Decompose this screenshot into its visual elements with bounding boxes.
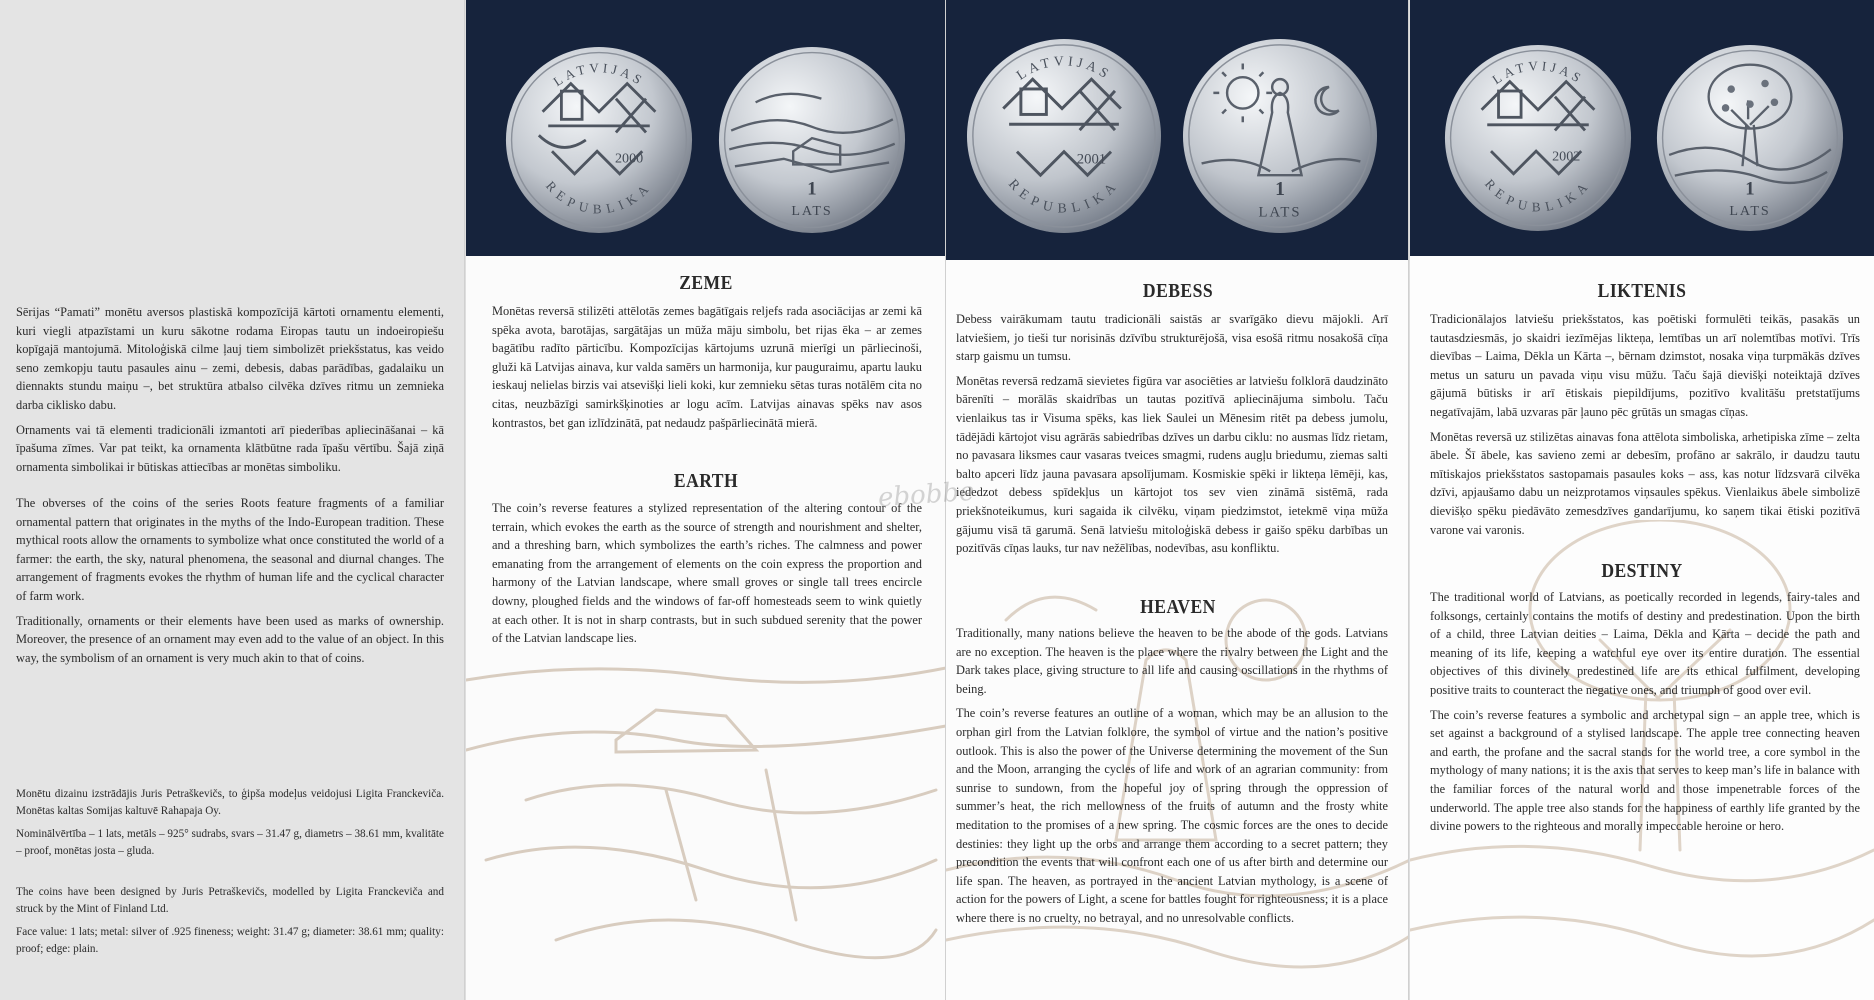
heaven-en-paragraph: The coin’s reverse features an outline of a woman, which may be an allusion to the orphan girl from the Latvian folklore, the symbol of virtue and the nation’s positive outlook. This is also the power of the Universe determining the movement of the Sun and the Moon, arranging the cycles of life and work of an agrarian community: from sunrise to sundown, from the hopeful joy of spring through the oppression of summer’s heat, the rich mellowness of the fruits of autumn and the frosty white meditation to the promises of a new spring. The cosmic forces are the ones to decide destinies: they light up the orbs and arrange them according to a secret pattern; they precondition the events that will confront each one of us after birth and determine our life span. The heaven, as portrayed in the ancient Latvian mythology, is a scene of action for the powers of Light, a scene for battles fought for righteousness; it is a place where there is no cruelty, no betrayal, and no unresolvable conflicts. bbox=[956, 706, 1388, 925]
coin-obverse-2001 bbox=[966, 38, 1162, 234]
earth-en-text: The coin’s reverse features a stylized representation of the altering contour of the terrain, which evokes the earth as the source of strength and nourishment and shelter, and a threshing barn, which symbolizes the earth’s riches. The calmness and power emanating from the arrangement of elements on the coin express the proportion and harmony of the Latvian landscape, where small groves or single tall trees encircle downy, ploughed fields and the windows of far-off homesteads seem to wink quietly at each other. It is not in sharp contrasts, but in such subdued serenity that the power of the Latvian landscape lies. bbox=[492, 501, 922, 646]
intro-english-text bbox=[16, 494, 444, 673]
destiny-en-text bbox=[1430, 588, 1860, 842]
intro-lv-credit: Monētu dizainu izstrādājis Juris Petraškevičs, to ģipša modeļus veidojusi Ligita Franckeviča. Monētas kaltas Somijas kaltuvē Rahapaja Oy. bbox=[16, 788, 444, 817]
heaven-en-text bbox=[956, 624, 1388, 934]
heaven-en-paragraph: Traditionally, many nations believe the heaven to be the abode of the gods. Latvians are no exception. The heaven is the place where the rivalry between the Light and the Dark takes place, giving structure to all life and causing oscillations in the rhythms of being. bbox=[956, 626, 1388, 696]
heaven-lv-paragraph: Debess vairākumam tautu tradicionāli saistās ar svarīgāko dievu mājokli. Arī latviešiem, jo tieši tur norisinās dzīvību strukturējošā, visa esošā ritmu nosakošā cīņa starp gaismu un tumsu. bbox=[956, 312, 1388, 364]
destiny-panel bbox=[1410, 0, 1874, 1000]
coin-year: 2000 bbox=[614, 150, 644, 167]
intro-lv-paragraph: Sērijas “Pamati” monētu aversos plastiskā kompozīcijā kārtoti ornamentu elementi, kuri viegli atpazīstami un kuru sākotne rodama Eiropas tautu un indoeiropiešu kopīgajā mantojumā. Mitoloģiskā cilme ļauj tiem simbolizēt priekšstatus, kas veido seno zemkopju tautu pasaules ainu – zemi, debesis, dabas parādības, gadalaiku un diennakts stundu maiņu –, bet struktūra atbalso cilvēka dzīves ritmu un zemnieka darba ciklisko dabu. bbox=[16, 305, 444, 412]
destiny-en-paragraph: The coin’s reverse features a symbolic and archetypal sign – an apple tree, which is set against a background of a stylised landscape. The apple tree connecting heaven and earth, the profane and the sacral stands for the world tree, a core symbol in the mythology of many nations; it is the axis that serves to keep man’s life in balance with the familiar forces of the natural world and those impenetrable forces of the underworld. The apple tree also stands for the happiness of earthly life granted by the divine powers to the righteous and morally impeccable heroine or hero. bbox=[1430, 707, 1860, 834]
intro-lv-credit: Nominālvērtība – 1 lats, metāls – 925° sudrabs, svars – 31.47 g, diametrs – 38.61 mm, kvalitāte – proof, monētas josta – gluda. bbox=[16, 828, 444, 857]
earth-lv-text: Monētas reversā stilizēti attēlotās zemes bagātīgais reljefs rada asociācijas ar zemi kā spēka avota, barotājas, sargātājas un mūža māju simbolu, bet rijas ēka – ar zemes bagātību radīto pārticību. Kompozīcijas kārtojums uzrunā mierīgi un pārliecinoši, gluži kā Latvijas ainava, kur valda samērs un harmonija, kur pauguraimu, apartu lauku ieskauj nelielas birzis vai atsevišķi lieli koki, kur zemnieku sētas turas notālēm cita no citas, neuzbāzīgi samirkšķinoties ar logu acīm. Latvijas ainavas spēks nav asos kontrastos, bet gan izlīdzinātā, pat nedaudz pašpārliecinātā mierā. bbox=[492, 304, 922, 430]
earth-en-heading: EARTH bbox=[673, 470, 739, 492]
intro-latvian-text bbox=[16, 303, 444, 482]
coin-reverse-apple-tree bbox=[1656, 44, 1844, 232]
heaven-lv-heading: DEBESS bbox=[1142, 280, 1214, 302]
heaven-lv-text bbox=[956, 310, 1388, 564]
intro-en-paragraph: Traditionally, ornaments or their elements have been used as marks of ownership. Moreover, the presence of an ornament may even add to the value of an object. In this way, the symbolism of an ornament is very much akin to that of coins. bbox=[16, 613, 444, 665]
coin-obverse-2000 bbox=[505, 46, 693, 234]
coin-ring-bottom-text: REPUBLIKA bbox=[542, 178, 656, 217]
watermark-text: ebobbe bbox=[877, 476, 976, 514]
coin-unit: LATS bbox=[1729, 203, 1771, 220]
coin-reverse-earth bbox=[718, 46, 906, 234]
intro-lv-paragraph: Ornaments vai tā elementi tradicionāli izmantoti arī piederības apliecināšanai – kā īpašuma zīmes. Var pat teikt, ka ornamenta klātbūtne rada īpašu vērtību. Šajā ziņā ornamenta simbolikai ir būtiskas attiecības ar monētas simboliku. bbox=[16, 422, 444, 474]
destiny-lv-paragraph: Monētas reversā uz stilizētas ainavas fona attēlota simboliska, arhetipiska zīme – zelta ābele. Šī ābele, kas savieno zemi ar debesīm, profāno ar sakrālo, ir daudzu tautu mītiskajos priekšstatos sastopamais pasaules koks – ass, kas notur līdzsvarā cilvēka dzīvi, apjaušamo dabu un neizprotamos viņsaules spēkus. Vienlaikus ābele simbolizē dievišķo spēku piedāvāto zemesdzīves gandarījumu, ko saņem tikai ētiski pozitīvā varone vai varonis. bbox=[1430, 429, 1860, 537]
coin-ring-top-text: LATVIJAS bbox=[550, 60, 648, 90]
heaven-en-heading: HEAVEN bbox=[1140, 596, 1216, 618]
earth-panel bbox=[466, 0, 946, 1000]
coin-reverse-heaven bbox=[1182, 38, 1378, 234]
coin-unit: LATS bbox=[1258, 204, 1302, 221]
coin-ring-top-text: LATVIJAS bbox=[1013, 53, 1115, 83]
intro-english-credits bbox=[16, 884, 444, 964]
coin-obverse-2002 bbox=[1444, 44, 1632, 232]
coin-denomination: 1 bbox=[807, 178, 817, 200]
coin-year: 2002 bbox=[1552, 148, 1581, 165]
destiny-lv-paragraph: Tradicionālajos latviešu priekšstatos, kas poētiski formulēti teikās, pasakās un tautasdziesmās, jo skaidri iezīmējas likteņa, lemtības un arī nolemtības motīvi. Trīs dievības – Laima, Dēkla un Kārta –, bērnam dzimstot, nosaka viņa turpmākās dzīves metus un saturu un pavada viņu visu mūžu. Taču šajā dievišķi noteiktajā dzīves gājumā būtisks ir arī ētiskais piepildījums, pozitīvo kvalitāšu pretstatījums negatīvajām, labā uzvaras pār ļauno pēc grūtās un smagas cīņas. bbox=[1430, 312, 1860, 419]
coin-denomination: 1 bbox=[1745, 178, 1755, 200]
coin-year: 2001 bbox=[1076, 151, 1107, 168]
heaven-panel bbox=[946, 0, 1410, 1000]
intro-en-credit: The coins have been designed by Juris Petraškevičs, modelled by Ligita Franckeviča and struck by the Mint of Finland Ltd. bbox=[16, 886, 444, 915]
intro-en-paragraph: The obverses of the coins of the series Roots feature fragments of a familiar ornamental pattern that originates in the myths of the Indo-European tradition. These mythical roots allow the ornaments to symbolize what once constituted the world of a farmer: the earth, the sky, natural phenomena, the seasonal and diurnal changes. The arrangement of fragments evokes the rhythm of human life and the cyclical character of farm work. bbox=[16, 496, 444, 603]
intro-en-credit: Face value: 1 lats; metal: silver of .925 fineness; weight: 31.47 g; diameter: 38.61 mm; quality: proof; edge: plain. bbox=[16, 926, 444, 955]
destiny-en-paragraph: The traditional world of Latvians, as poetically recorded in legends, fairy-tales and folksongs, certainly contains the motifs of destiny and predestination. Upon the birth of a child, three Latvian deities – Laima, Dēkla and Kārta – decide the path and meaning of its life, keeping a watchful eye over its entire duration. The essential objectives of this divinely predestined life are its ethical fulfilment, developing positive traits to counteract the negative ones, and triumph of good over evil. bbox=[1430, 590, 1860, 697]
coin-denomination: 1 bbox=[1275, 178, 1285, 200]
destiny-lv-text bbox=[1430, 310, 1860, 545]
heaven-lv-paragraph: Monētas reversā redzamā sievietes figūra var asociēties ar latviešu folklorā daudzināto bārenīti – morālās skaidrības un tautas pozitīvā apliecinājuma simbolu. Taču vienlaikus tas ir Visuma spēks, kas liek Saulei un Mēnesim ritēt pa debess jumolu, tādējādi kārtojot visu agrārās sabiedrības dzīves un darbu ciklu: no ausmas līdz rietam, no pavasara liksmes caur vasaras tveices smagmi, rudens augļu briedumu, ziemas salti balto apceri līdz jauna pavasara apsolījumam. Kosmiskie spēki ir likteņa lēmēji, kas, iededzot debess spīdekļus un kārtojot tos sev vien zināmā sistēmā, rada priekšnoteikumus, kuri sagaida ik cilvēku, viņam piedzimstot, ietekmē viņa mūža gājumu visā tā garumā. Senā latviešu mitoloģiskā debess ir gaišo spēku darbības un pozitīvās cīņas lauks, tur nav nežēlības, nodevības, asu konfliktu. bbox=[956, 373, 1388, 556]
coin-ring-top-text: LATVIJAS bbox=[1489, 58, 1587, 88]
intro-panel bbox=[0, 0, 466, 1000]
earth-lv-heading: ZEME bbox=[679, 272, 733, 294]
destiny-en-heading: DESTINY bbox=[1601, 560, 1683, 582]
coin-unit: LATS bbox=[791, 203, 833, 220]
landscape-sketch-illustration bbox=[466, 640, 946, 1000]
intro-latvian-credits bbox=[16, 786, 444, 866]
coin-ring-bottom-text: REPUBLIKA bbox=[1481, 176, 1595, 215]
coin-ring-bottom-text: REPUBLIKA bbox=[1005, 176, 1123, 216]
destiny-lv-heading: LIKTENIS bbox=[1597, 280, 1687, 302]
